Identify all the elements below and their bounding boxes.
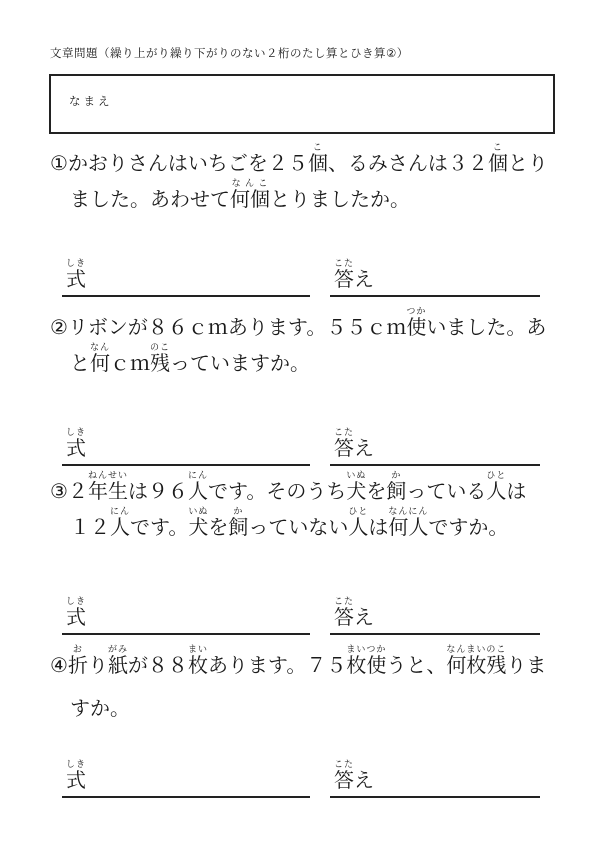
answer-row-2 [62,424,540,466]
answer-label: 答こたえ [334,760,374,792]
answer-field-4[interactable] [330,756,540,798]
formula-label: 式しき [66,428,87,460]
answer-row-1 [62,255,540,297]
problem-3-number: ③ [50,479,68,503]
problem-2-number: ② [50,315,68,339]
answer-label: 答こたえ [334,428,374,460]
problem-2-text: リボンが８６ｃｍあります。５５ｃｍ使つかいました。あ と何なんｃｍ残のこっていますか。 [67,307,547,375]
formula-field-2[interactable] [62,424,310,466]
formula-label: 式しき [66,259,87,291]
worksheet-title: 文章問題（繰り上がり繰り下がりのない２桁のたし算とひき算②） [50,46,409,60]
answer-label: 答こたえ [334,259,374,291]
name-box[interactable] [49,74,555,134]
formula-field-3[interactable] [62,593,310,635]
answer-row-4 [62,756,540,798]
answer-field-2[interactable] [330,424,540,466]
formula-label: 式しき [66,597,87,629]
problem-1-number: ① [50,151,68,175]
problem-2 [50,307,606,381]
answer-row-3 [62,593,540,635]
answer-label: 答こたえ [334,597,374,629]
problem-3 [50,471,606,545]
answer-field-1[interactable] [330,255,540,297]
problem-1-text: かおりさんはいちごを２５個こ、るみさんは３２個ことり ました。あわせて何個なんことりましたか。 [67,143,548,211]
problem-4-number: ④ [50,653,68,677]
problem-4 [50,644,606,730]
formula-field-4[interactable] [62,756,310,798]
problem-4-text: 折おり紙がみが８８枚まいあります。７５枚使まいつかうと、何枚残なんまいのこりま すか。 [67,645,547,720]
formula-field-1[interactable] [62,255,310,297]
answer-field-3[interactable] [330,593,540,635]
problem-3-text: ２年生ねんせいは９６人にんです。そのうち犬いぬを飼かっている人ひとは １２人にんです。犬いぬを飼かっていない人ひとは何人なんにんですか。 [67,471,527,539]
formula-label: 式しき [66,760,87,792]
name-label: なまえ [69,94,113,108]
problem-1 [50,143,606,217]
